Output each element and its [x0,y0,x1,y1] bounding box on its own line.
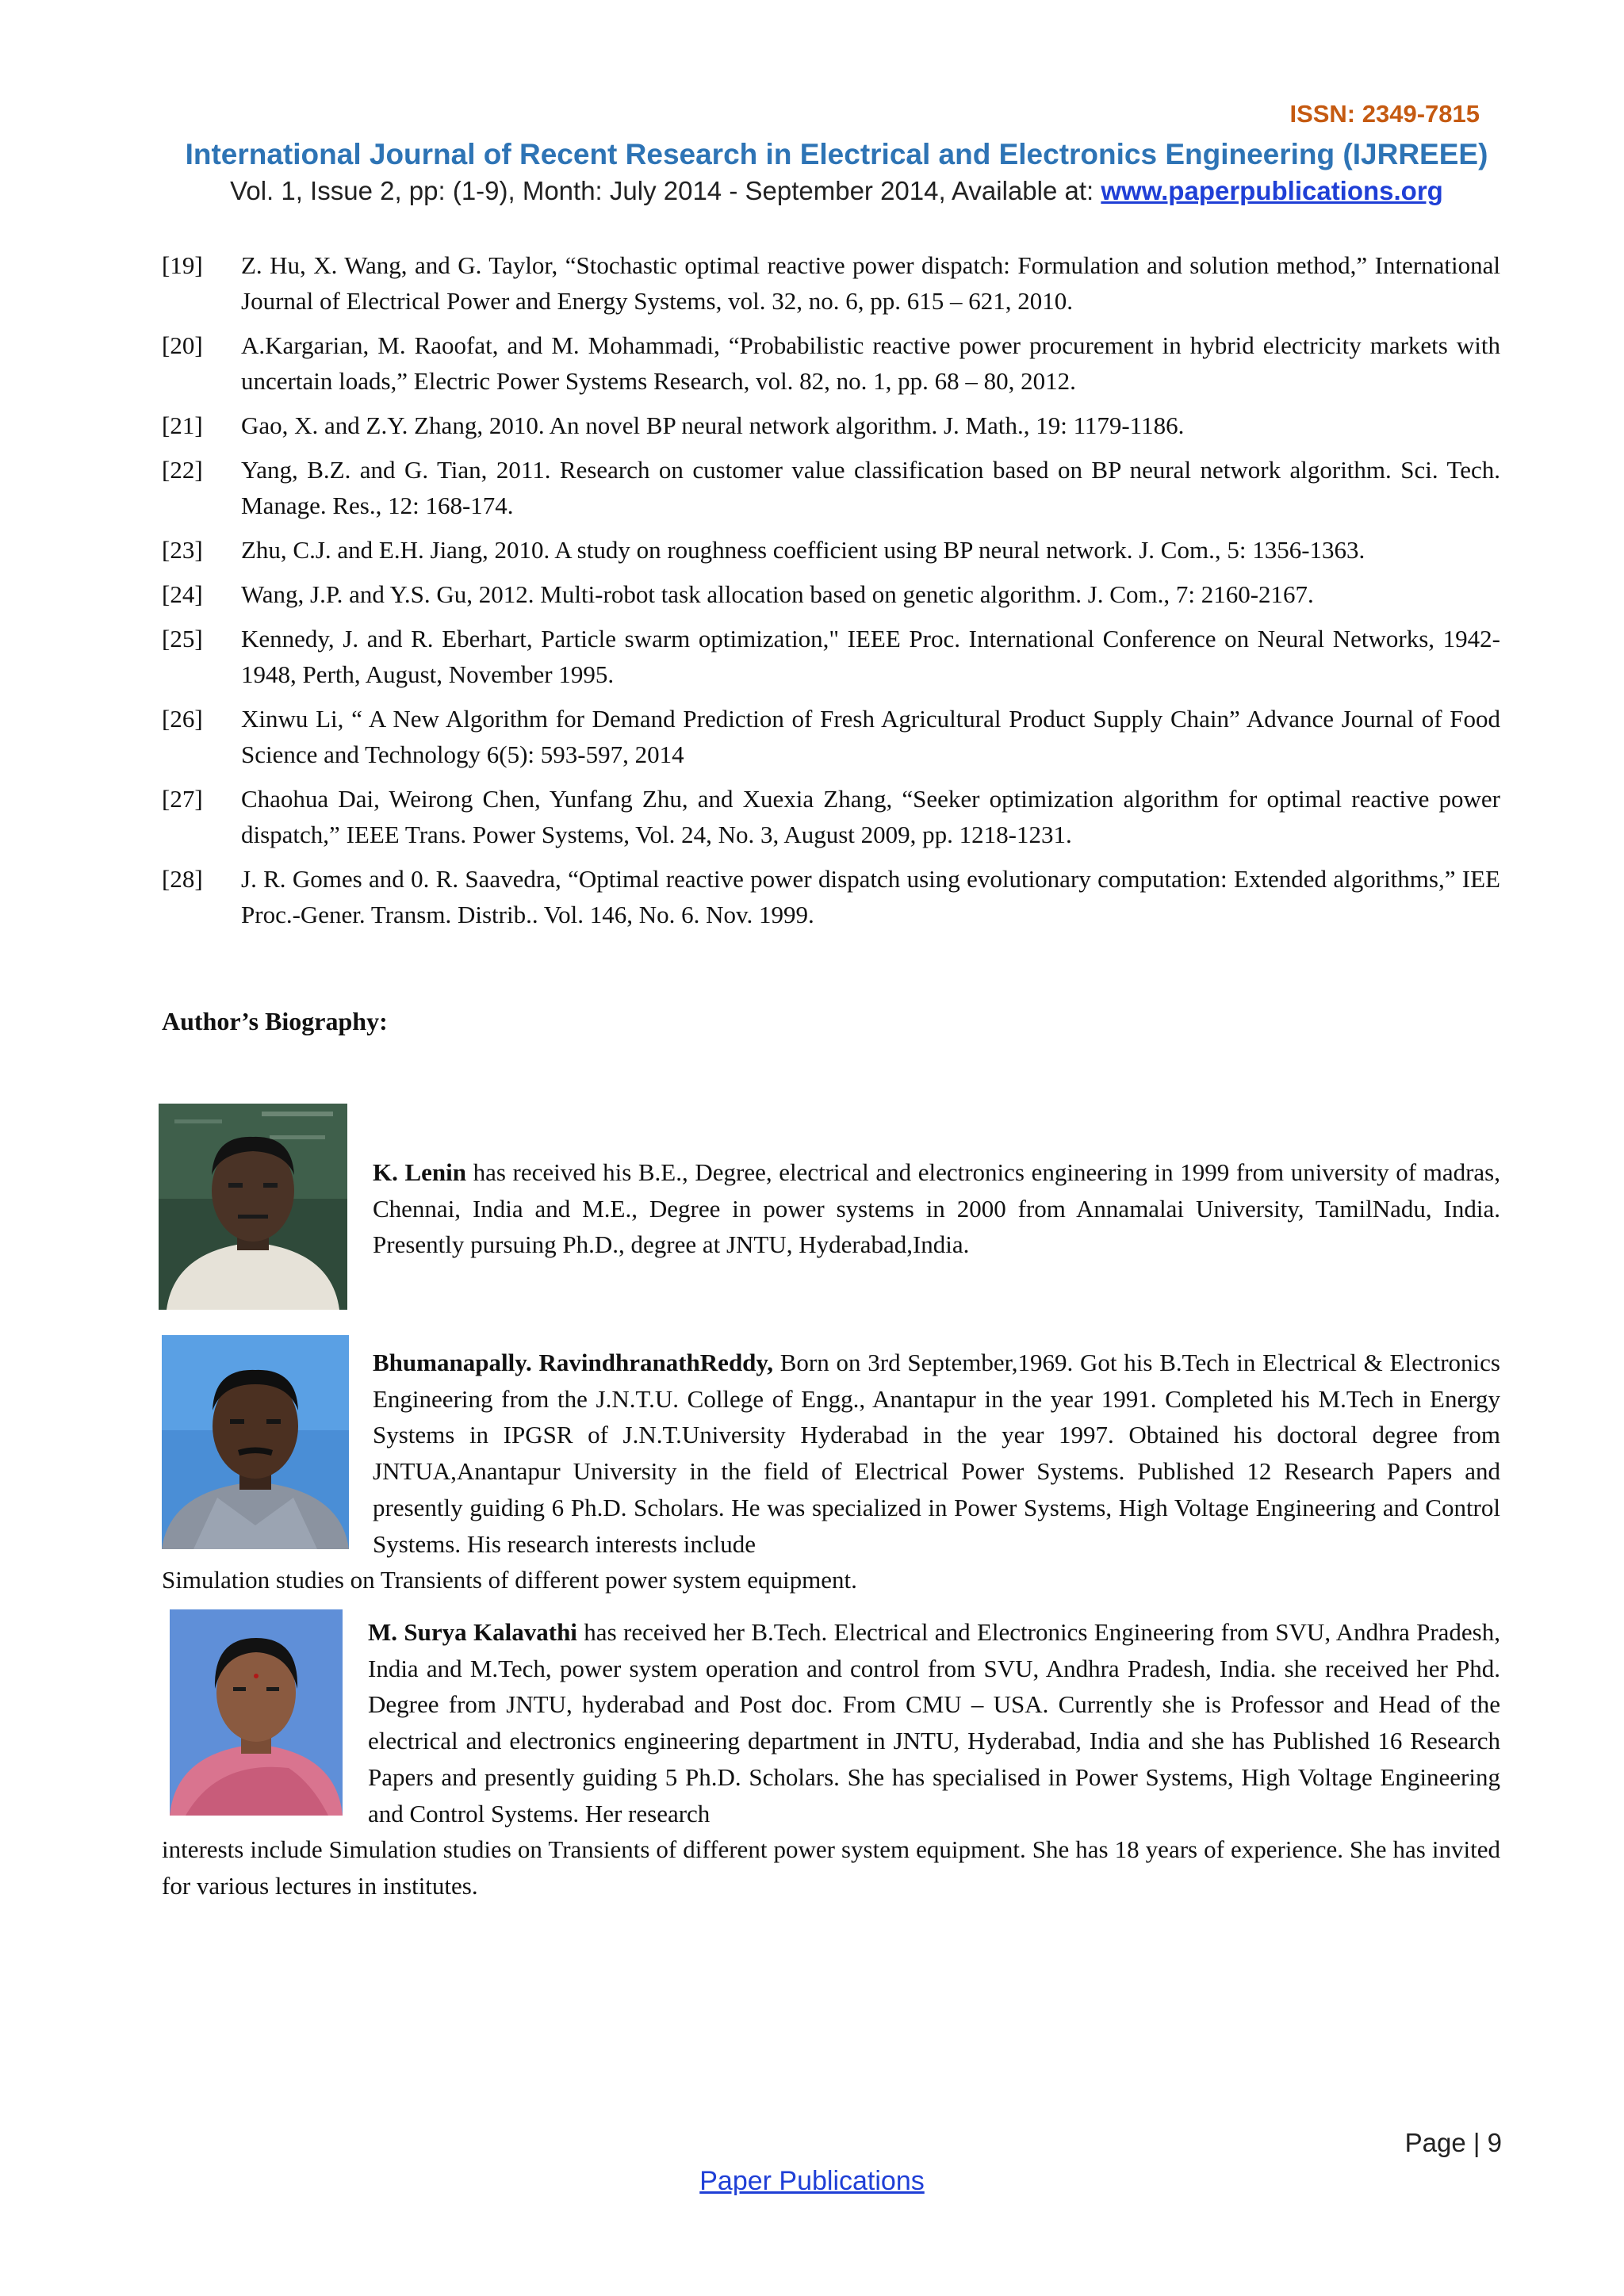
author-bio-text: Born on 3rd September,1969. Got his B.Tech in Electrical & Electronics Engineering from the J.N.T.U. College of Engg., Anantapur in the year 1991. Completed his M.Tech in Energy Systems in IPGSR of J.N.T.University Hyderabad in the year 1997. Obtained his doctoral degree from JNTUA,Anantapur University in the field of Electrical Power Systems. Published 12 Research Papers and presently guiding 6 Ph.D. Scholars. He was specialized in Power Systems, High Voltage Engineering and Control Systems. His research interests include [373,1349,1500,1558]
reference-number: [28] [162,865,203,893]
reference-item [162,781,1500,852]
reference-text: Chaohua Dai, Weirong Chen, Yunfang Zhu, and Xuexia Zhang, “Seeker optimization algorithm for optimal reactive power dispatch,” IEEE Trans. Power Systems, Vol. 24, No. 3, August 2009, pp. 1218-1231. [241,785,1500,848]
author-name: M. Surya Kalavathi [368,1618,577,1646]
reference-item [162,452,1500,523]
author-bio-kalavathi [368,1614,1500,1831]
author-photo-kalavathi [170,1609,343,1816]
reference-text: Xinwu Li, “ A New Algorithm for Demand Prediction of Fresh Agricultural Product Supply Chain” Advance Journal of Food Science and Technology 6(5): 593-597, 2014 [241,705,1500,768]
author-bio-text: has received his B.E., Degree, electrical and electronics engineering in 1999 from university of madras, Chennai, India and M.E., Degree in power systems in 2000 from Annamalai University, TamilNadu, India. Presently pursuing Ph.D., degree at JNTU, Hyderabad,India. [373,1158,1500,1259]
journal-title: International Journal of Recent Research in Electrical and Electronics Engineering (IJRREEE) [185,138,1488,170]
author-name: K. Lenin [373,1158,466,1186]
reference-number: [23] [162,536,203,564]
author-bio-text: has received her B.Tech. Electrical and Electronics Engineering from SVU, Andhra Pradesh, India and M.Tech, power system operation and control from SVU, Andhra Pradesh, India. she received her Phd. Degree from JNTU, hyderabad and Post doc. From CMU – USA. Currently she is Professor and Head of the electrical and electronics engineering department in JNTU, Hyderabad, India and she has Published 16 Research Papers and presently guiding 5 Ph.D. Scholars. She has specialised in Power Systems, High Voltage Engineering and Control Systems. Her research [368,1618,1500,1827]
biography-heading: Author’s Biography: [162,1007,388,1035]
reference-item [162,532,1500,568]
reference-number: [25] [162,625,203,652]
reference-item [162,861,1500,932]
reference-item [162,327,1500,399]
reference-text: Gao, X. and Z.Y. Zhang, 2010. An novel BP neural network algorithm. J. Math., 19: 1179-1186. [241,411,1185,439]
reference-number: [22] [162,456,203,484]
reference-item [162,701,1500,772]
reference-text: Zhu, C.J. and E.H. Jiang, 2010. A study on roughness coefficient using BP neural network. J. Com., 5: 1356-1363. [241,536,1365,564]
reference-text: A.Kargarian, M. Raoofat, and M. Mohammadi, “Probabilistic reactive power procurement in hybrid electricity markets with uncertain loads,” Electric Power Systems Research, vol. 82, no. 1, pp. 68 – 80, 2012. [241,331,1500,395]
reference-number: [26] [162,705,203,733]
reference-text: Kennedy, J. and R. Eberhart, Particle swarm optimization," IEEE Proc. International Conference on Neural Networks, 1942-1948, Perth, August, November 1995. [241,625,1500,688]
volume-text: Vol. 1, Issue 2, pp: (1-9), Month: July 2014 - September 2014, Available at: [230,176,1101,205]
website-link[interactable]: www.paperpublications.org [1101,176,1443,205]
footer [0,2166,1624,2197]
author-bio-continuation: Simulation studies on Transients of different power system equipment. [162,1566,857,1594]
author-photo-lenin [159,1104,347,1310]
author-bio-lenin [373,1154,1500,1263]
reference-text: J. R. Gomes and 0. R. Saavedra, “Optimal reactive power dispatch using evolutionary computation: Extended algorithms,” IEE Proc.-Gener. Transm. Distrib.. Vol. 146, No. 6. Nov. 1999. [241,865,1500,928]
author-bio-continuation: interests include Simulation studies on Transients of different power system equipment. She has 18 years of experience. She has invited for various lectures in institutes. [162,1835,1500,1900]
reference-item [162,247,1500,319]
author-bio-reddy [373,1345,1500,1562]
reference-number: [20] [162,331,203,359]
volume-line [0,176,1624,206]
reference-number: [24] [162,580,203,608]
reference-text: Yang, B.Z. and G. Tian, 2011. Research on customer value classification based on BP neural network algorithm. Sci. Tech. Manage. Res., 12: 168-174. [241,456,1500,519]
page-number: Page | 9 [1404,2128,1502,2157]
reference-number: [19] [162,251,203,279]
reference-text: Wang, J.P. and Y.S. Gu, 2012. Multi-robot task allocation based on genetic algorithm. J. Com., 7: 2160-2167. [241,580,1314,608]
reference-number: [21] [162,411,203,439]
publisher-link[interactable]: Paper Publications [699,2166,925,2196]
reference-item [162,576,1500,612]
reference-item [162,408,1500,443]
author-name: Bhumanapally. RavindhranathReddy, [373,1349,773,1376]
reference-number: [27] [162,785,203,813]
issn-label: ISSN: 2349-7815 [1289,100,1480,128]
author-photo-reddy [162,1335,349,1549]
reference-list [162,247,1500,941]
reference-text: Z. Hu, X. Wang, and G. Taylor, “Stochastic optimal reactive power dispatch: Formulation and solution method,” International Journal of Electrical Power and Energy Systems, vol. 32, no. 6, pp. 615 – 621, 2010. [241,251,1500,315]
reference-item [162,621,1500,692]
